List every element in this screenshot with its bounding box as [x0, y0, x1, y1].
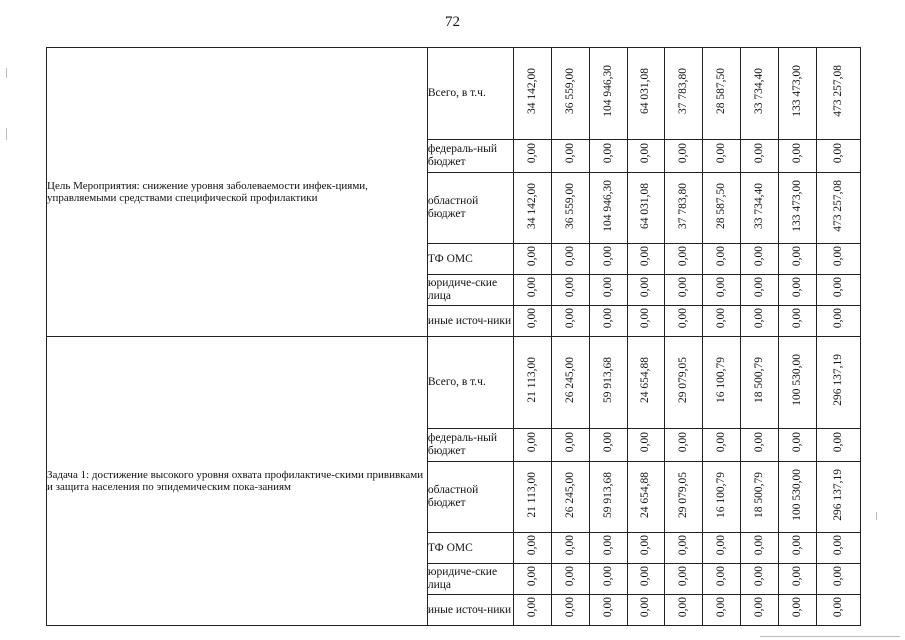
- value-cell: [513, 306, 551, 337]
- value-cell: [741, 173, 779, 244]
- value-text: 0,00: [639, 246, 652, 267]
- value-text: 37 783,80: [677, 182, 690, 229]
- value-cell: [665, 244, 703, 275]
- value-text: 0,00: [790, 432, 803, 453]
- value-text: 0,00: [715, 246, 728, 267]
- value-text: 0,00: [639, 597, 652, 618]
- value-cell: [779, 337, 817, 429]
- value-text: 33 734,40: [753, 68, 766, 114]
- value-text: 0,00: [677, 308, 690, 329]
- value-text: 0,00: [715, 143, 728, 164]
- value-cell: [703, 564, 741, 595]
- value-text: 0,00: [753, 143, 766, 164]
- value-text: 0,00: [790, 143, 803, 164]
- value-text: 0,00: [831, 246, 844, 267]
- value-text: 64 031,08: [639, 68, 652, 114]
- value-cell: [779, 244, 817, 275]
- value-text: 34 142,00: [525, 68, 538, 114]
- value-cell: [665, 48, 703, 140]
- funding-source-label: областной бюджет: [427, 462, 513, 533]
- scan-artifact: [6, 68, 7, 78]
- value-text: 0,00: [601, 277, 614, 298]
- value-cell: [741, 429, 779, 462]
- value-cell: [627, 462, 665, 533]
- value-cell: [816, 533, 860, 564]
- value-text: 59 913,68: [601, 357, 614, 403]
- value-cell: [703, 140, 741, 173]
- value-cell: [741, 595, 779, 626]
- value-cell: [513, 140, 551, 173]
- value-cell: [703, 275, 741, 306]
- value-text: 133 473,00: [790, 179, 803, 232]
- value-cell: [551, 244, 589, 275]
- value-cell: [816, 564, 860, 595]
- value-text: 104 946,30: [601, 179, 614, 232]
- page-number: 72: [445, 14, 460, 30]
- value-cell: [589, 595, 627, 626]
- value-text: 29 079,05: [677, 471, 690, 518]
- value-text: 0,00: [639, 432, 652, 453]
- value-text: 0,00: [753, 535, 766, 556]
- value-text: 0,00: [601, 432, 614, 453]
- value-cell: [513, 48, 551, 140]
- value-cell: [627, 337, 665, 429]
- value-cell: [627, 564, 665, 595]
- value-cell: [627, 533, 665, 564]
- value-cell: [741, 462, 779, 533]
- value-cell: [741, 533, 779, 564]
- value-text: 0,00: [753, 432, 766, 453]
- value-text: 0,00: [715, 597, 728, 618]
- value-text: 0,00: [525, 597, 538, 618]
- value-cell: [779, 429, 817, 462]
- value-text: 36 559,00: [563, 68, 576, 114]
- value-text: 0,00: [677, 535, 690, 556]
- value-text: 33 734,40: [753, 182, 766, 229]
- value-text: 100 530,00: [790, 354, 803, 406]
- value-text: 0,00: [525, 432, 538, 453]
- value-cell: [551, 564, 589, 595]
- value-cell: [513, 533, 551, 564]
- value-cell: [665, 564, 703, 595]
- value-cell: [779, 173, 817, 244]
- value-cell: [703, 533, 741, 564]
- value-cell: [741, 337, 779, 429]
- value-cell: [551, 275, 589, 306]
- value-cell: [665, 337, 703, 429]
- value-text: 473 257,08: [831, 65, 844, 117]
- value-cell: [551, 140, 589, 173]
- value-cell: [627, 48, 665, 140]
- value-text: 0,00: [563, 432, 576, 453]
- value-cell: [779, 564, 817, 595]
- value-cell: [816, 595, 860, 626]
- value-text: 28 587,50: [715, 182, 728, 229]
- value-cell: [816, 173, 860, 244]
- value-cell: [665, 275, 703, 306]
- value-text: 0,00: [790, 308, 803, 329]
- budget-table: [46, 47, 861, 626]
- value-text: 0,00: [563, 308, 576, 329]
- value-text: 0,00: [639, 566, 652, 587]
- value-cell: [551, 462, 589, 533]
- value-cell: [589, 429, 627, 462]
- value-cell: [551, 173, 589, 244]
- value-cell: [627, 275, 665, 306]
- value-text: 0,00: [525, 143, 538, 164]
- scan-artifact: [876, 512, 877, 520]
- value-cell: [551, 306, 589, 337]
- value-text: 64 031,08: [639, 182, 652, 229]
- value-text: 28 587,50: [715, 68, 728, 114]
- value-cell: [703, 462, 741, 533]
- value-text: 0,00: [563, 535, 576, 556]
- value-cell: [627, 173, 665, 244]
- value-cell: [703, 337, 741, 429]
- value-text: 0,00: [715, 308, 728, 329]
- value-text: 0,00: [601, 143, 614, 164]
- value-cell: [665, 140, 703, 173]
- value-cell: [779, 48, 817, 140]
- value-cell: [665, 429, 703, 462]
- value-cell: [816, 337, 860, 429]
- value-text: 0,00: [753, 597, 766, 618]
- value-text: 0,00: [831, 566, 844, 587]
- value-text: 18 500,79: [753, 357, 766, 403]
- value-text: 100 530,00: [790, 468, 803, 521]
- value-text: 0,00: [601, 535, 614, 556]
- value-cell: [513, 337, 551, 429]
- funding-source-label: юридиче-ские лица: [427, 564, 513, 595]
- value-text: 0,00: [677, 246, 690, 267]
- value-cell: [665, 173, 703, 244]
- value-cell: [779, 533, 817, 564]
- value-text: 0,00: [563, 277, 576, 298]
- value-text: 0,00: [563, 143, 576, 164]
- funding-source-label: Всего, в т.ч.: [427, 48, 513, 140]
- value-cell: [779, 595, 817, 626]
- value-cell: [703, 244, 741, 275]
- value-cell: [741, 564, 779, 595]
- value-cell: [589, 462, 627, 533]
- value-cell: [816, 429, 860, 462]
- value-cell: [551, 595, 589, 626]
- value-text: 0,00: [525, 246, 538, 267]
- value-text: 0,00: [525, 308, 538, 329]
- value-text: 36 559,00: [563, 182, 576, 229]
- value-text: 0,00: [677, 432, 690, 453]
- value-text: 0,00: [601, 246, 614, 267]
- value-cell: [589, 306, 627, 337]
- value-cell: [665, 595, 703, 626]
- value-text: 34 142,00: [525, 182, 538, 229]
- value-text: 0,00: [831, 432, 844, 453]
- table-row: [47, 337, 861, 429]
- value-text: 0,00: [753, 566, 766, 587]
- value-cell: [551, 48, 589, 140]
- funding-source-label: иные источ-ники: [427, 306, 513, 337]
- value-cell: [816, 244, 860, 275]
- value-cell: [551, 429, 589, 462]
- value-text: 26 245,00: [563, 471, 576, 518]
- task-title: Задача 1: достижение высокого уровня охвата профилактиче-скими прививками и защита населения по эпидемическим пока-заниям: [47, 337, 428, 626]
- value-text: 296 137,19: [831, 468, 844, 521]
- value-cell: [816, 48, 860, 140]
- value-cell: [741, 306, 779, 337]
- value-cell: [779, 462, 817, 533]
- value-text: 24 654,88: [639, 357, 652, 403]
- value-cell: [741, 48, 779, 140]
- value-cell: [816, 306, 860, 337]
- value-text: 0,00: [639, 277, 652, 298]
- value-cell: [665, 306, 703, 337]
- value-text: 16 100,79: [715, 357, 728, 403]
- value-cell: [627, 429, 665, 462]
- value-text: 0,00: [790, 535, 803, 556]
- value-text: 0,00: [715, 277, 728, 298]
- value-cell: [665, 533, 703, 564]
- value-cell: [779, 275, 817, 306]
- value-cell: [703, 595, 741, 626]
- value-cell: [513, 595, 551, 626]
- value-text: 18 500,79: [753, 471, 766, 518]
- value-cell: [589, 564, 627, 595]
- value-cell: [551, 337, 589, 429]
- value-text: 21 113,00: [525, 471, 538, 518]
- scan-artifact: [760, 636, 900, 637]
- value-cell: [779, 306, 817, 337]
- value-text: 26 245,00: [563, 357, 576, 403]
- funding-source-label: Всего, в т.ч.: [427, 337, 513, 429]
- value-cell: [627, 140, 665, 173]
- value-text: 0,00: [715, 432, 728, 453]
- value-text: 0,00: [753, 277, 766, 298]
- value-cell: [589, 48, 627, 140]
- value-text: 0,00: [601, 308, 614, 329]
- value-cell: [589, 533, 627, 564]
- value-text: 0,00: [525, 566, 538, 587]
- value-text: 0,00: [563, 566, 576, 587]
- value-text: 473 257,08: [831, 179, 844, 232]
- value-cell: [589, 244, 627, 275]
- value-cell: [513, 564, 551, 595]
- value-text: 0,00: [790, 597, 803, 618]
- value-text: 16 100,79: [715, 471, 728, 518]
- value-text: 133 473,00: [790, 65, 803, 117]
- value-cell: [551, 533, 589, 564]
- value-cell: [816, 275, 860, 306]
- value-text: 37 783,80: [677, 68, 690, 114]
- value-text: 59 913,68: [601, 471, 614, 518]
- value-cell: [816, 140, 860, 173]
- value-text: 0,00: [639, 143, 652, 164]
- value-cell: [627, 244, 665, 275]
- value-cell: [703, 173, 741, 244]
- value-text: 0,00: [753, 246, 766, 267]
- value-text: 0,00: [525, 535, 538, 556]
- value-text: 0,00: [831, 143, 844, 164]
- value-cell: [513, 275, 551, 306]
- value-cell: [779, 140, 817, 173]
- value-text: 0,00: [790, 246, 803, 267]
- value-cell: [589, 173, 627, 244]
- value-text: 0,00: [563, 597, 576, 618]
- value-text: 0,00: [790, 566, 803, 587]
- value-text: 0,00: [677, 277, 690, 298]
- value-text: 0,00: [715, 535, 728, 556]
- value-cell: [589, 337, 627, 429]
- value-text: 0,00: [677, 143, 690, 164]
- value-cell: [741, 275, 779, 306]
- value-text: 0,00: [601, 597, 614, 618]
- funding-source-label: ТФ ОМС: [427, 244, 513, 275]
- value-text: 104 946,30: [601, 65, 614, 117]
- value-text: 0,00: [715, 566, 728, 587]
- value-cell: [627, 306, 665, 337]
- value-text: 0,00: [677, 597, 690, 618]
- value-cell: [513, 173, 551, 244]
- value-text: 0,00: [677, 566, 690, 587]
- value-cell: [513, 244, 551, 275]
- scan-artifact: [6, 128, 7, 140]
- value-cell: [665, 462, 703, 533]
- funding-source-label: федераль-ный бюджет: [427, 429, 513, 462]
- value-text: 0,00: [831, 535, 844, 556]
- value-text: 29 079,05: [677, 357, 690, 403]
- value-cell: [741, 140, 779, 173]
- funding-source-label: областной бюджет: [427, 173, 513, 244]
- value-text: 21 113,00: [525, 357, 538, 403]
- funding-source-label: юридиче-ские лица: [427, 275, 513, 306]
- value-text: 0,00: [831, 277, 844, 298]
- value-text: 0,00: [831, 308, 844, 329]
- funding-source-label: федераль-ный бюджет: [427, 140, 513, 173]
- value-text: 0,00: [790, 277, 803, 298]
- goal-title: Цель Мероприятия: снижение уровня заболеваемости инфек-циями, управляемыми средствами специфической профилактики: [47, 48, 428, 337]
- value-cell: [513, 462, 551, 533]
- value-cell: [589, 140, 627, 173]
- value-text: 0,00: [639, 535, 652, 556]
- funding-source-label: ТФ ОМС: [427, 533, 513, 564]
- value-text: 24 654,88: [639, 471, 652, 518]
- table-row: [47, 48, 861, 140]
- value-text: 0,00: [601, 566, 614, 587]
- value-text: 0,00: [563, 246, 576, 267]
- value-cell: [627, 595, 665, 626]
- value-text: 296 137,19: [831, 354, 844, 406]
- value-cell: [703, 306, 741, 337]
- value-cell: [513, 429, 551, 462]
- value-text: 0,00: [639, 308, 652, 329]
- value-text: 0,00: [753, 308, 766, 329]
- value-cell: [703, 429, 741, 462]
- value-text: 0,00: [831, 597, 844, 618]
- value-cell: [741, 244, 779, 275]
- value-cell: [589, 275, 627, 306]
- value-cell: [703, 48, 741, 140]
- value-text: 0,00: [525, 277, 538, 298]
- funding-source-label: иные источ-ники: [427, 595, 513, 626]
- value-cell: [816, 462, 860, 533]
